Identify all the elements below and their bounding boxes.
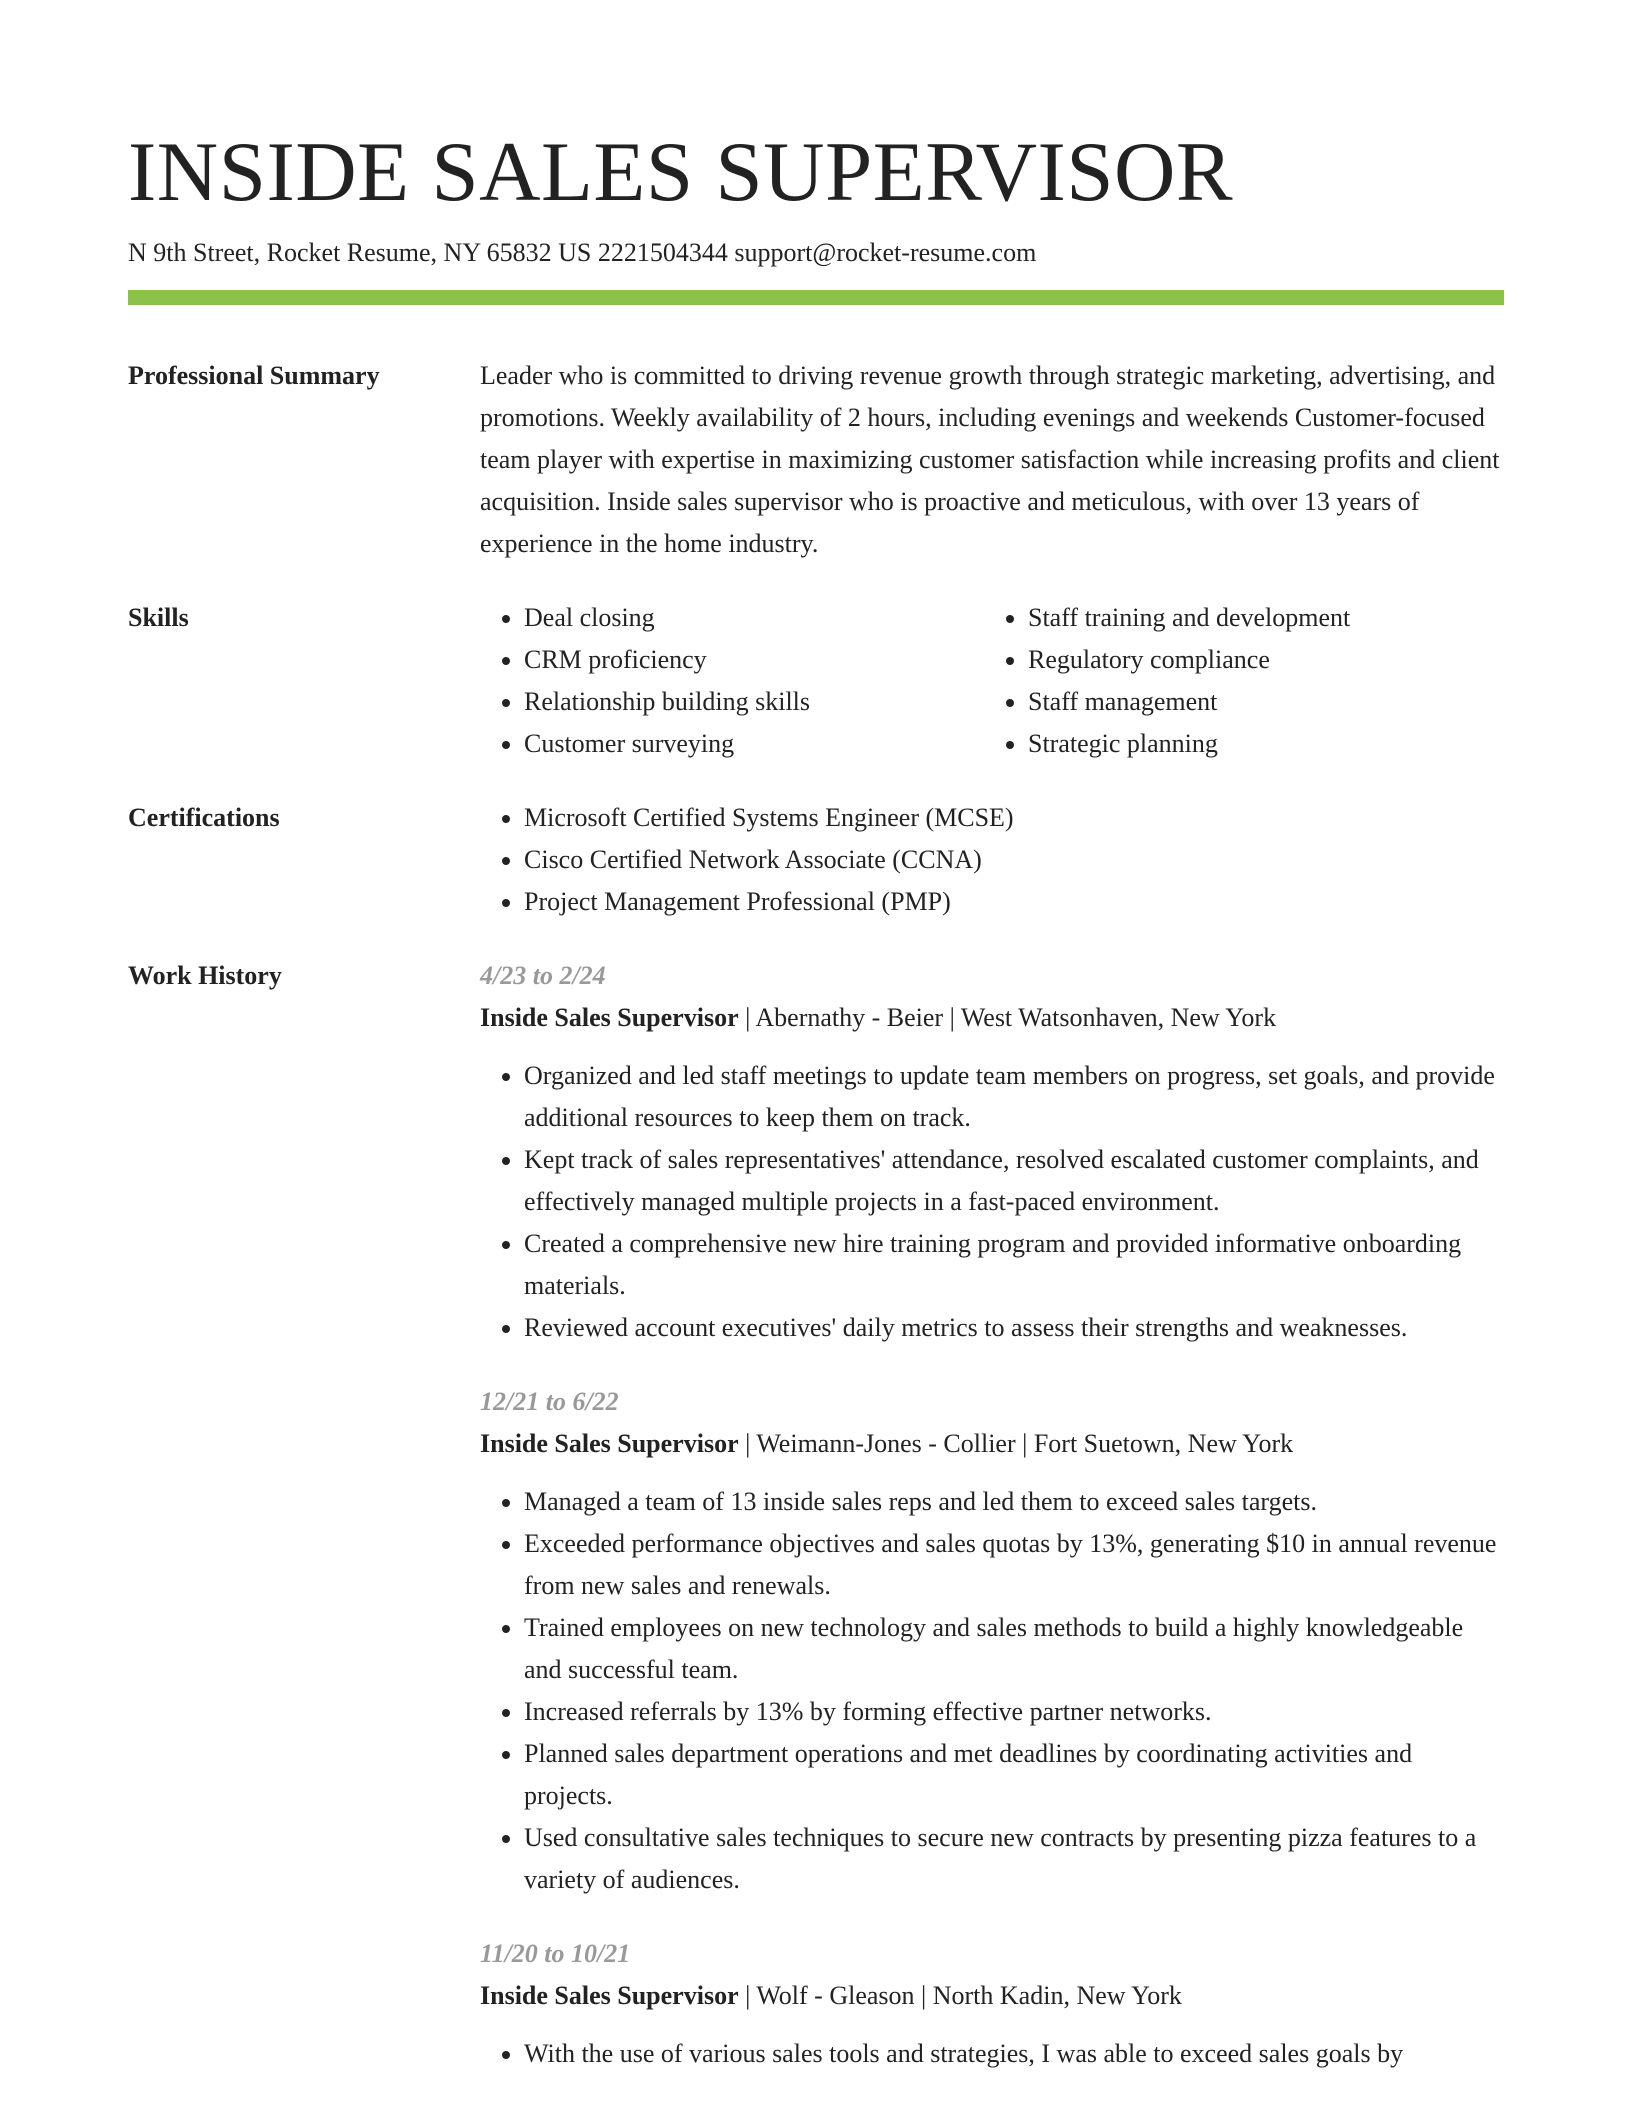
skill-item: • Staff training and development bbox=[1028, 597, 1488, 639]
summary-text: Leader who is committed to driving revenue growth through strategic marketing, advertising, and promotions. Weekly availability of 2 hours, including evenings and weekends Customer-focused team player with expertise in maximizing customer satisfaction while increasing profits and client acquisition. Inside sales supervisor who is proactive and meticulous, with over 13 years of experience in the home industry. bbox=[480, 361, 1500, 558]
skill-item: • Deal closing bbox=[524, 597, 984, 639]
certification-item: • Project Management Professional (PMP) bbox=[524, 881, 1504, 923]
job-bullet: • Reviewed account executives' daily metrics to assess their strengths and weaknesses. bbox=[524, 1307, 1504, 1349]
certifications-label: Certifications bbox=[128, 803, 280, 832]
skill-item: • Staff management bbox=[1028, 681, 1488, 723]
skill-item: • Regulatory compliance bbox=[1028, 639, 1488, 681]
job-heading bbox=[480, 1975, 1504, 2017]
skills-columns bbox=[480, 597, 1504, 765]
resume-page bbox=[128, 0, 1504, 2107]
job-date: 12/21 to 6/22 bbox=[480, 1387, 619, 1416]
job-bullet: • Organized and led staff meetings to update team members on progress, set goals, and provide additional resources to keep them on track. bbox=[524, 1055, 1504, 1139]
summary-label: Professional Summary bbox=[128, 361, 380, 390]
job-heading bbox=[480, 997, 1504, 1039]
job-bullet: • With the use of various sales tools and strategies, I was able to exceed sales goals by bbox=[524, 2033, 1504, 2075]
certification-item: • Microsoft Certified Systems Engineer (MCSE) bbox=[524, 797, 1504, 839]
job-details: | Weimann-Jones - Collier | Fort Suetown, New York bbox=[738, 1429, 1294, 1458]
job-bullet: • Planned sales department operations and met deadlines by coordinating activities and projects. bbox=[524, 1733, 1504, 1817]
skills-label: Skills bbox=[128, 603, 189, 632]
job-date: 11/20 to 10/21 bbox=[480, 1939, 631, 1968]
job-title: Inside Sales Supervisor bbox=[480, 1003, 739, 1032]
job-entry bbox=[480, 1933, 1504, 2075]
skills-list-right bbox=[984, 597, 1488, 765]
job-details: | Wolf - Gleason | North Kadin, New York bbox=[738, 1981, 1182, 2010]
skill-item: • Relationship building skills bbox=[524, 681, 984, 723]
job-bullet: • Kept track of sales representatives' attendance, resolved escalated customer complaints, and effectively managed multiple projects in a fast-paced environment. bbox=[524, 1139, 1504, 1223]
certifications-section bbox=[128, 797, 1504, 923]
job-title: Inside Sales Supervisor bbox=[480, 1981, 739, 2010]
work-history-section bbox=[128, 955, 1504, 2107]
header-divider bbox=[128, 290, 1504, 305]
job-bullet: • Used consultative sales techniques to secure new contracts by presenting pizza features to a variety of audiences. bbox=[524, 1817, 1504, 1901]
job-details: | Abernathy - Beier | West Watsonhaven, New York bbox=[738, 1003, 1277, 1032]
job-date: 4/23 to 2/24 bbox=[480, 961, 606, 990]
skill-item: • Customer surveying bbox=[524, 723, 984, 765]
job-bullet: • Increased referrals by 13% by forming effective partner networks. bbox=[524, 1691, 1504, 1733]
skills-section bbox=[128, 597, 1504, 765]
skills-list-left bbox=[480, 597, 984, 765]
job-title: Inside Sales Supervisor bbox=[480, 1429, 739, 1458]
contact-line: N 9th Street, Rocket Resume, NY 65832 US 2221504344 support@rocket-resume.com bbox=[128, 238, 1037, 267]
skill-item: • Strategic planning bbox=[1028, 723, 1488, 765]
job-bullet-list bbox=[480, 1055, 1504, 1349]
skill-item: • CRM proficiency bbox=[524, 639, 984, 681]
work-history-label: Work History bbox=[128, 961, 282, 990]
job-bullet: • Managed a team of 13 inside sales reps and led them to exceed sales targets. bbox=[524, 1481, 1504, 1523]
summary-section bbox=[128, 355, 1504, 565]
resume-name: INSIDE SALES SUPERVISOR bbox=[128, 125, 1234, 219]
job-entry bbox=[480, 955, 1504, 1349]
job-bullet-list bbox=[480, 1481, 1504, 1901]
job-bullet: • Trained employees on new technology and sales methods to build a highly knowledgeable and successful team. bbox=[524, 1607, 1504, 1691]
certifications-list bbox=[480, 797, 1504, 923]
job-entry bbox=[480, 1381, 1504, 1901]
job-bullet: • Created a comprehensive new hire training program and provided informative onboarding materials. bbox=[524, 1223, 1504, 1307]
job-bullet-list bbox=[480, 2033, 1504, 2075]
job-heading bbox=[480, 1423, 1504, 1465]
job-bullet: • Exceeded performance objectives and sales quotas by 13%, generating $10 in annual revenue from new sales and renewals. bbox=[524, 1523, 1504, 1607]
certification-item: • Cisco Certified Network Associate (CCNA) bbox=[524, 839, 1504, 881]
